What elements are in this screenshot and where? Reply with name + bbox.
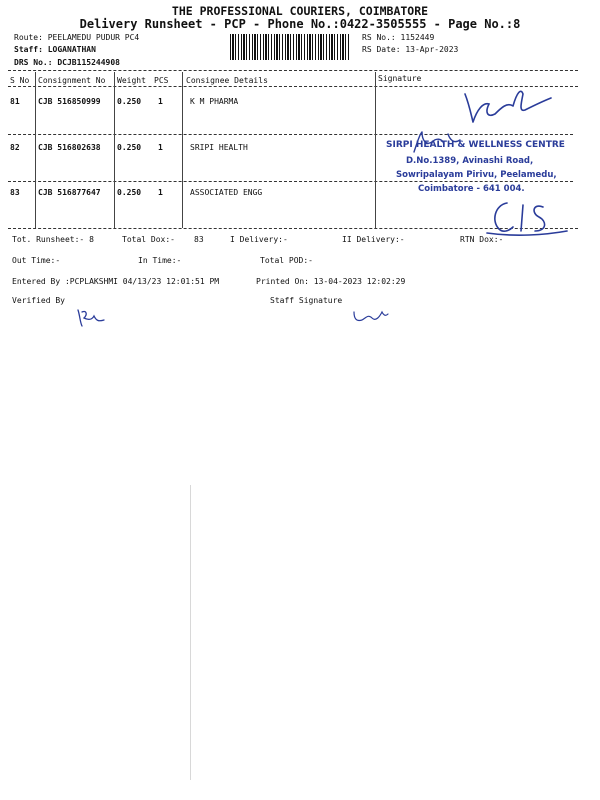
route-value: PEELAMEDU PUDUR PC4 xyxy=(47,33,140,42)
company-title: THE PROFESSIONAL COURIERS, COIMBATORE xyxy=(171,4,429,18)
rs-date-line xyxy=(362,45,458,54)
table-row-weight: 0.250 xyxy=(117,143,142,152)
total-pod: Total POD:- xyxy=(260,256,313,265)
column-line xyxy=(182,72,183,228)
table-row-consignment: CJB 516802638 xyxy=(38,143,101,152)
printed-on: Printed On: 13-04-2023 12:02:29 xyxy=(256,277,406,286)
paper-fold-line xyxy=(190,485,191,780)
staff-value: LOGANATHAN xyxy=(47,45,96,54)
rs-date-label: RS Date: xyxy=(362,45,401,54)
stamp-line-2: D.No.1389, Avinashi Road, xyxy=(406,156,534,166)
barcode xyxy=(230,34,350,60)
drs-line xyxy=(14,58,120,67)
table-row-consignment: CJB 516850999 xyxy=(38,97,101,106)
table-row-consignment: CJB 516877647 xyxy=(38,188,101,197)
staff-label: Staff: xyxy=(14,45,43,54)
stamp-line-4: Coimbatore - 641 004. xyxy=(418,184,525,194)
staff-line xyxy=(14,45,96,54)
i-delivery: I Delivery:- xyxy=(230,235,288,244)
handwritten-signature xyxy=(455,84,565,129)
route-label: Route: xyxy=(14,33,43,42)
table-row-weight: 0.250 xyxy=(117,188,142,197)
tot-runsheet: Tot. Runsheet:- 8 xyxy=(12,235,94,244)
rubber-stamp xyxy=(384,138,564,206)
table-row-sno: 82 xyxy=(10,143,20,152)
rs-no-line xyxy=(362,33,434,42)
table-row-pcs: 1 xyxy=(158,143,163,152)
table-top-rule xyxy=(8,70,578,71)
col-header-sno: S No xyxy=(10,76,30,85)
rs-date-value: 13-Apr-2023 xyxy=(405,45,459,54)
table-row-consignee: SRIPI HEALTH xyxy=(190,143,248,152)
drs-value: DCJB115244908 xyxy=(57,58,120,67)
col-header-consignment: Consignment No xyxy=(38,76,106,85)
runsheet-subtitle: Delivery Runsheet - PCP - Phone No.:0422-3505555 - Page No.:8 xyxy=(79,17,521,31)
column-line xyxy=(35,72,36,228)
staff-signature-label: Staff Signature xyxy=(270,296,343,305)
rs-no-value: 1152449 xyxy=(400,33,435,42)
table-row-consignee: K M PHARMA xyxy=(190,97,239,106)
table-row-weight: 0.250 xyxy=(117,97,142,106)
table-row-pcs: 1 xyxy=(158,97,163,106)
drs-label: DRS No.: xyxy=(14,58,53,67)
row-divider xyxy=(8,134,573,135)
col-header-signature: Signature xyxy=(378,74,422,83)
verifier-signature xyxy=(74,306,108,328)
entered-by: Entered By :PCPLAKSHMI 04/13/23 12:01:51 PM xyxy=(12,277,220,286)
ii-delivery: II Delivery:- xyxy=(342,235,405,244)
rs-no-label: RS No.: xyxy=(362,33,396,42)
in-time: In Time:- xyxy=(138,256,182,265)
stamp-line-3: Sowripalayam Pirivu, Peelamedu, xyxy=(396,170,557,180)
col-header-pcs: PCS xyxy=(154,76,169,85)
column-line xyxy=(114,72,115,228)
total-dox-value: 83 xyxy=(194,235,204,244)
rtn-dox: RTN Dox:- xyxy=(460,235,504,244)
stamp-line-1: SIRPI HEALTH & WELLNESS CENTRE xyxy=(386,140,565,150)
col-header-consignee: Consignee Details xyxy=(186,76,268,85)
table-row-consignee: ASSOCIATED ENGG xyxy=(190,188,263,197)
route-line xyxy=(14,33,139,42)
staff-signature-mark xyxy=(350,306,390,326)
verified-by: Verified By xyxy=(12,296,65,305)
table-row-pcs: 1 xyxy=(158,188,163,197)
col-header-weight: Weight xyxy=(117,76,146,85)
table-row-sno: 83 xyxy=(10,188,20,197)
column-line xyxy=(375,72,376,228)
total-dox-label: Total Dox:- xyxy=(122,235,175,244)
out-time: Out Time:- xyxy=(12,256,61,265)
table-row-sno: 81 xyxy=(10,97,20,106)
